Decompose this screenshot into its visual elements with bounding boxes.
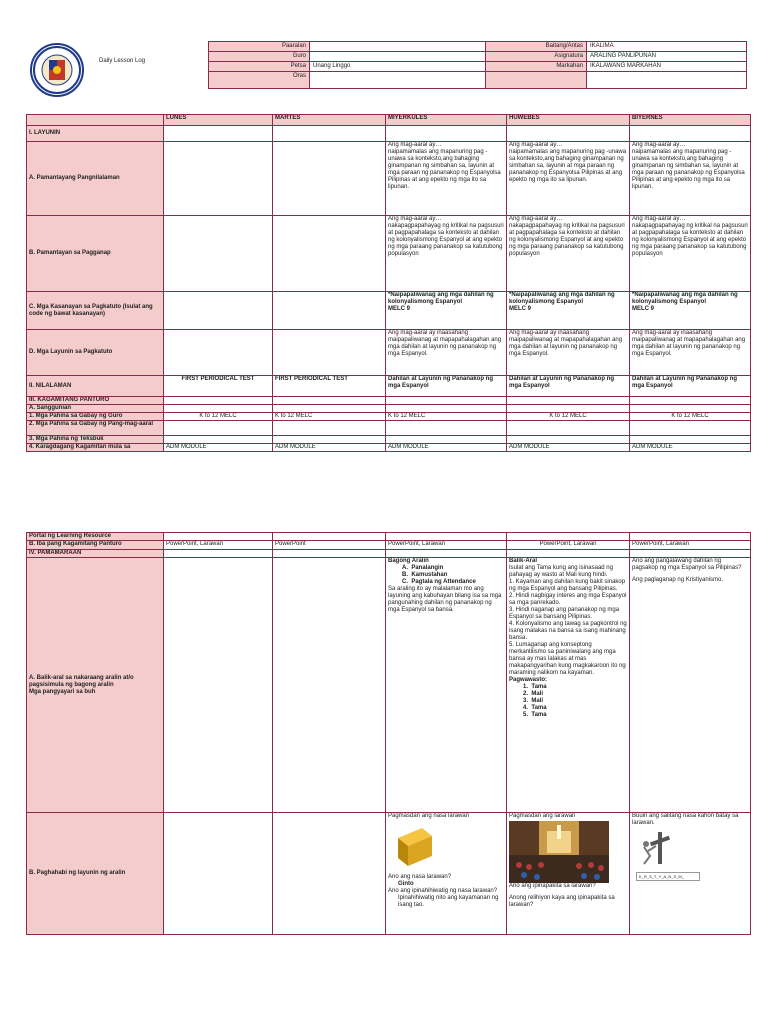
instruction-text: Pagmasdan ang nasa larawan [388,813,470,819]
balik-aral-title: Balik-Aral [509,558,538,564]
row-label-iba-pang-kagamitan: B. Iba pang Kagamitang Panturo [27,541,164,550]
cross-figure-image [636,830,748,866]
field-label: Petsa [209,62,310,72]
performance-standard-text: Ang mag-aaral ay… nakapagpapahayag ng kritikal na pagsusuri at pagpapahalaga sa konteksto at dahilan ng kolonyalismong Espanyol at ang epekto ng mga paraang pananakop sa katutubong populasyon [386,216,507,292]
question-text: Ano ang ipinahihiwatig ng nasa larawan? [388,888,498,894]
day-header-lunes: LUNES [164,115,273,126]
row-label-balik-aral: A. Balik-aral sa nakaraang aralin at/o pagsisimula ng bagong aralin Mga pangyayari sa buh [27,558,164,813]
row-label-kagamitang-panturo: III. KAGAMITANG PANTURO [27,397,164,405]
field-value [310,52,486,62]
row-label-pamamaraan: IV. PAMAMARAAN [27,550,164,558]
melc-ref: K to 12 MELC [630,413,751,421]
materials-huwebes: PowerPoint, Larawan [507,541,630,550]
content-text: Dahilan at Layunin ng Pananakop ng mga Espanyol [507,376,630,397]
materials-martes: PowerPoint [273,541,386,550]
biyernes-balik-aral [630,558,751,813]
answer-text: Ipinahihiwatig nito ang kayamanan ng isang tao. [398,895,499,908]
row-label-layunin: I. LAYUNIN [27,126,164,142]
quiz-item: 4. Kolonyalismo ang tawag sa pagkontrol ng isang malakas na bansa sa isang mahinang bansa. [509,621,627,641]
answer-item: 4. Tama [523,705,547,711]
adm-module: ADM MODULE [273,444,386,452]
row-label-nilalaman: II. NILALAMAN [27,376,164,397]
question-text: Ano ang nasa larawan? [388,874,452,880]
melc-ref: K to 12 MELC [507,413,630,421]
balik-aral-intro: Isulat ang Tama kung ang isinasaad ng pahayag ay wasto at Mali kung hindi. [509,565,613,578]
answer-key-title: Pagwawasto: [509,677,548,683]
row-label-mga-layunin: D. Mga Layunin sa Pagkatuto [27,330,164,376]
content-text: Dahilan at Layunin ng Pananakop ng mga Espanyol [386,376,507,397]
content-standard-text: Ang mag-aaral ay… naipamamalas ang mapanuring pag -unawa sa konteksto,ang bahaging ginampanan ng simbahan sa, layunin at mga paraan ng pananakop ng Espanyolsa Pilipinas at ang epekto ng mga ito sa lipunan. [507,142,630,216]
log-title: Daily Lesson Log [99,58,146,64]
quiz-item: 3. Hindi naganap ang pananakop ng mga Espanyol sa bansang Pilipinas. [509,607,620,620]
answer-item: 5. Tama [523,712,547,718]
field-value: Unang Linggo [310,62,486,72]
row-label-teksbuk: 3. Mga Pahina ng Teksbuk [27,436,164,444]
row-label-pamantayan-sa-pagganap: B. Pamantayan sa Pagganap [27,216,164,292]
materials-biyernes: PowerPoint, Larawan [630,541,751,550]
huwebes-balik-aral [507,558,630,813]
gold-bar-image [392,824,504,874]
word-puzzle-box: K_R_S_T_Y_A_N_S_M_ [636,872,700,881]
deped-seal-logo [30,43,84,97]
row-label-paghahabi: B. Paghahabi ng layunin ng aralin [27,813,164,935]
quiz-item: 5. Lumaganap ang konseptong merkantilismo sa paniniwalang ang mga bansa ay mas lalakas at mas makapangyarihan kung magkakaroon ito ng maraming nalikom na kayaman. [509,642,626,676]
instruction-text: Pagmasdan ang larawan [509,813,576,819]
adm-module: ADM MODULE [507,444,630,452]
field-value: IKALAWANG MARKAHAN [587,62,747,72]
melc-text: *Naipapaliwanag ang mga dahilan ng kolonyalismong Espanyol MELC 9 [507,292,630,330]
lesson-table-part2 [26,532,751,935]
melc-text: *Naipapaliwanag ang mga dahilan ng kolonyalismong Espanyol MELC 9 [386,292,507,330]
performance-standard-text: Ang mag-aaral ay… nakapagpapahayag ng kritikal na pagsusuri at pagpapahalaga sa konteksto at dahilan ng kolonyalismong Espanyol at ang epekto ng mga paraang pananakop sa katutubong populasyon [507,216,630,292]
content-standard-text: Ang mag-aaral ay… naipamamalas ang mapanuring pag -unawa sa konteksto,ang bahaging ginampanan ng simbahan sa, layunin at mga paraan ng pananakop ng Espanyolsa Pilipinas at ang epekto ng mga ito sa lipunan. [630,142,751,216]
row-label-kasanayan: C. Mga Kasanayan sa Pagkatuto (Isulat ang code ng bawat kasanayan) [27,292,164,330]
adm-module: ADM MODULE [386,444,507,452]
adm-module: ADM MODULE [164,444,273,452]
row-label-pamantayang-pangnilalaman: A. Pamantayang Pangnilalaman [27,142,164,216]
review-question: Ano ang pangalawang dahilan ng pagsakop ng mga Espanyol sa Pilipinas? [632,558,742,571]
performance-standard-text: Ang mag-aaral ay… nakapagpapahayag ng kritikal na pagsusuri at pagpapahalaga sa konteksto at dahilan ng kolonyalismong Espanyol at ang epekto ng mga paraang pananakop sa katutubong populasyon [630,216,751,292]
content-standard-text: Ang mag-aaral ay… naipamamalas ang mapanuring pag -unawa sa konteksto,ang bahaging ginampanan ng simbahan sa, layunin at mga paraan ng pananakop ng Espanyolsa Pilipinas at ang epekto ng mga ito sa lipunan. [386,142,507,216]
field-label: Asignatura [486,52,587,62]
header-info-table [208,41,747,89]
day-header-miyerkules: MIYERKULES [386,115,507,126]
answer-item: 1. Tama [523,684,547,690]
review-answer: Ang paglaganap ng Kristiyanismo. [632,577,724,583]
quiz-item: 2. Hindi nagbigay interes ang mga Espanyol sa mga panrekado. [509,593,627,606]
field-value [310,72,486,89]
learning-objective-text: Ang mag-aaral ay inaasahang maipapaliwanag at mapapahalagahan ang mga dahilan at layunin ng pananakop ng mga Espanyol. [386,330,507,376]
miyerkules-paghahabi [386,813,507,935]
corner-cell [27,115,164,126]
instruction-text: Buuin ang salitang nasa kahon batay sa larawan. [632,813,739,826]
learning-objective-text: Ang mag-aaral ay inaasahang maipapaliwanag at mapapahalagahan ang mga dahilan at layunin ng pananakop ng mga Espanyol. [630,330,751,376]
answer-item: 2. Mali [523,691,544,697]
melc-ref: K to 12 MELC [164,413,273,421]
field-label: Paaralan [209,42,310,52]
answer-text: Ginto [398,881,414,887]
row-label-gabay-ng-guro: 1. Mga Pahina sa Gabay ng Guro [27,413,164,421]
adm-module: ADM MODULE [630,444,751,452]
list-item: A. Panalangin [402,565,444,571]
materials-miyerkules: PowerPoint, Larawan [386,541,507,550]
materials-lunes: PowerPoint, Larawan [164,541,273,550]
question-text: Anong relihiyon kaya ang ipinapakita sa larawan? [509,895,615,908]
day-header-martes: MARTES [273,115,386,126]
periodical-test-text: FIRST PERIODICAL TEST [164,376,273,397]
church-interior-image [509,821,627,883]
row-label-gabay-pang-mag-aaral: 2. Mga Pahina sa Gabay ng Pang-mag-aaral [27,421,164,436]
content-text: Dahilan at Layunin ng Pananakop ng mga Espanyol [630,376,751,397]
row-label-sanggunian: A. Sanggunian [27,405,164,413]
bagong-aralin-title: Bagong Aralin [388,558,429,564]
day-header-huwebes: HUWEBES [507,115,630,126]
question-text: Ano ang ipinapakita sa larawan? [509,883,596,889]
huwebes-paghahabi [507,813,630,935]
melc-ref: K to 12 MELC [273,413,386,421]
field-value: ARALING PANLIPUNAN [587,52,747,62]
quiz-item: 1. Kayaman ang dahilan kung bakit sinakop ng mga Espanyol ang bansang Pilipinas. [509,579,626,592]
field-value [587,72,747,89]
row-label-portal: Portal ng Learning Resource [27,533,164,541]
learning-objective-text: Ang mag-aaral ay inaasahang maipapaliwanag at mapapahalagahan ang mga dahilan at layunin ng pananakop ng mga Espanyol. [507,330,630,376]
periodical-test-text: FIRST PERIODICAL TEST [273,376,386,397]
field-label: Oras [209,72,310,89]
melc-text: *Naipapaliwanag ang mga dahilan ng kolonyalismong Espanyol MELC 9 [630,292,751,330]
field-label [486,72,587,89]
lesson-table-part1 [26,114,751,452]
answer-item: 3. Mali [523,698,544,704]
biyernes-paghahabi [630,813,751,935]
list-item: B. Kamustahan [402,572,448,578]
field-label: Guro [209,52,310,62]
day-header-biyernes: BIYERNES [630,115,751,126]
field-label: Markahan [486,62,587,72]
aralin-description: Sa araling ito ay malalaman mo ang layuning ang kabuhayan bilang isa sa mga pangunahing dahilan ng pananakop ng mga Espanyol sa bansa. [388,586,502,613]
list-item: C. Pagtala ng Attendance [402,579,476,585]
row-label-karagdagang-kagamitan: 4. Karagdagang Kagamitan mula sa [27,444,164,452]
field-label: Baitang/Antas [486,42,587,52]
miyerkules-balik-aral [386,558,507,813]
field-value [310,42,486,52]
melc-ref: K to 12 MELC [386,413,507,421]
field-value: IKALIMA [587,42,747,52]
